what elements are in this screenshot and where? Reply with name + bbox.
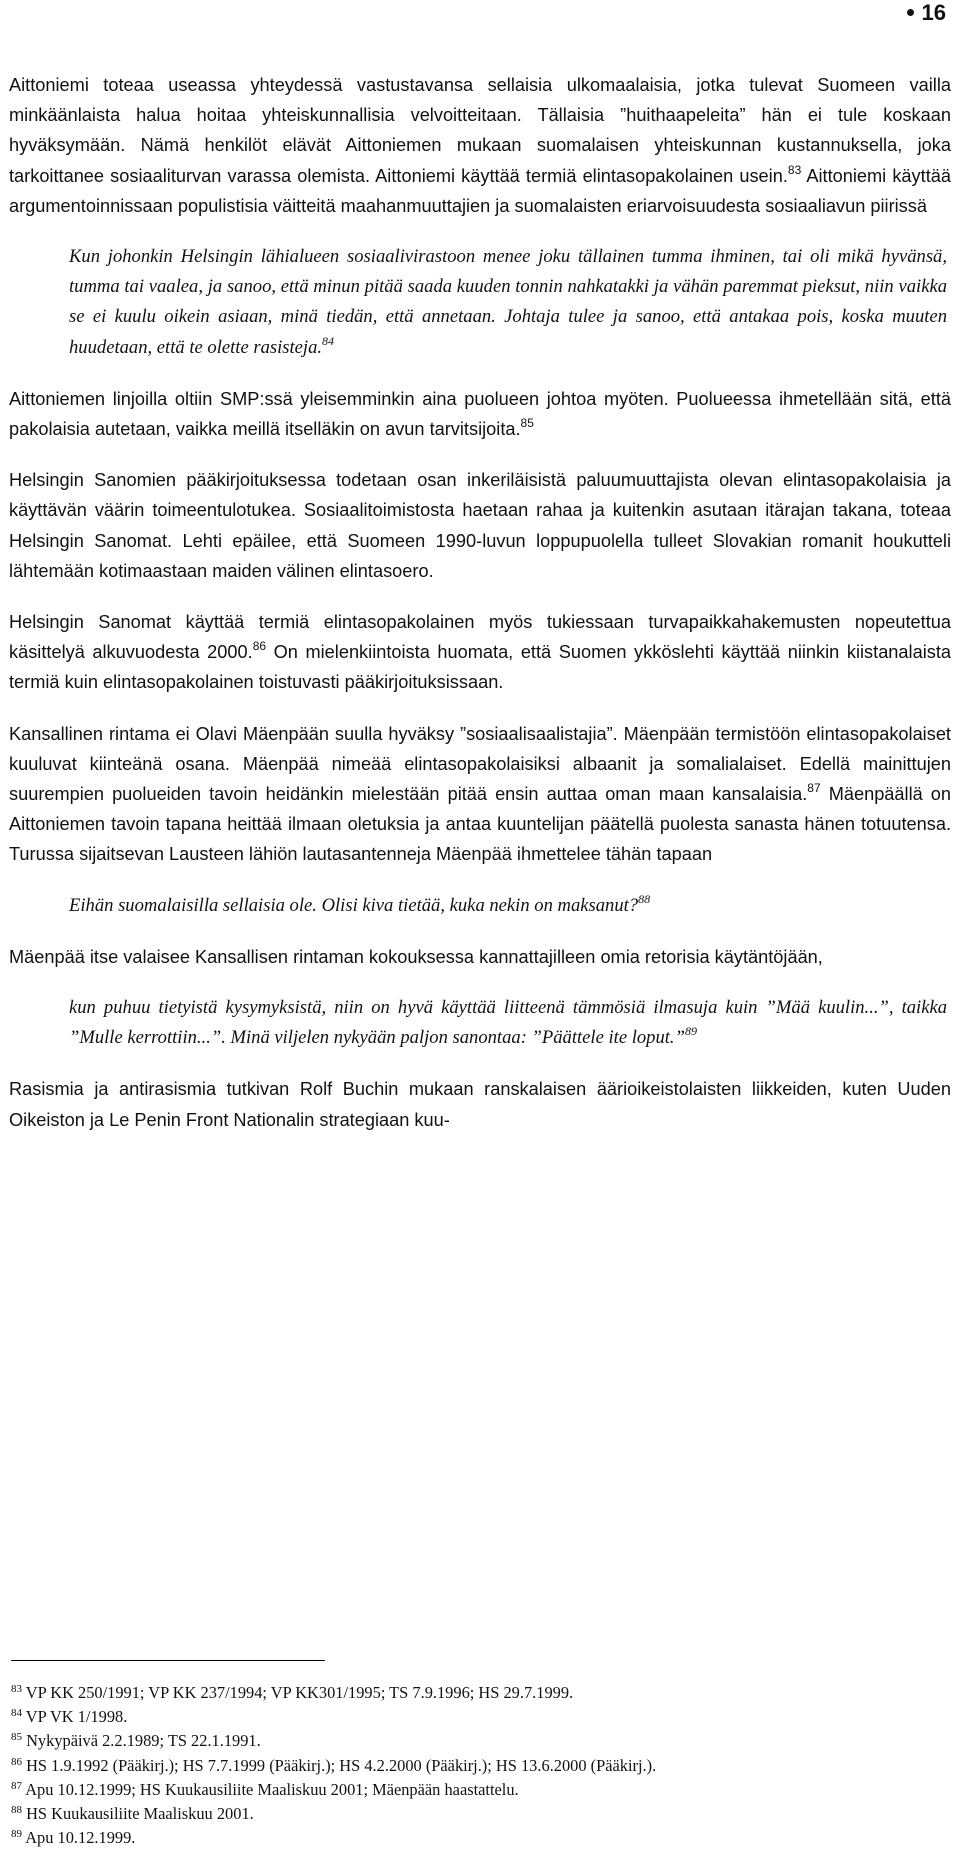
body-text (9, 70, 951, 1156)
footnote-ref: 85 (520, 416, 534, 431)
paragraph (9, 465, 951, 586)
page-number (907, 0, 946, 26)
text-run: Aittoniemi toteaa useassa yhteydessä vastustavansa sellaisia ulkomaalaisia, jotka tulevat Suomeen vailla minkäänlaista halua hoitaa yhteiskunnallisia velvoitteitaan. Tällaisia ”huithaapeleita” hän ei tule koskaan hyväksymään. Nämä henkilöt elävät Aittoniemen mukaan suomalaisen yhteiskunnan kustannuksella, joka tarkoittanee sosiaaliturvan varassa olemista. Aittoniemi käyttää termiä elintasopakolainen usein. (9, 75, 951, 186)
text-run: Helsingin Sanomat käyttää termiä elintasopakolainen myös tukiessaan turvapaikkahakemusten nopeutettua käsittelyä alkuvuodesta 2000. (9, 612, 951, 663)
footnote-number: 89 (11, 1828, 22, 1841)
text-run: Eihän suomalaisilla sellaisia ole. Olisi kiva tietää, kuka nekin on maksanut? (69, 894, 639, 916)
footnote (11, 1826, 951, 1850)
text-run: kun puhuu tietyistä kysymyksistä, niin on hyvä käyttää liitteenä tämmösiä ilmasuja kuin ”Mää kuulin...”, taikka ”Mulle kerrottiin...”. Minä viljelen nykyään paljon sanontaa: ”Päättele ite loput.” (69, 997, 947, 1049)
footnote (11, 1802, 951, 1826)
text-run: On mielenkiintoista huomata, että Suomen ykköslehti käyttää niinkin kiistanalaista termiä kuin elintasopakolainen toistuvasti pääkirjoituksissaan. (9, 642, 951, 693)
footnote-text: Apu 10.12.1999. (22, 1828, 136, 1848)
bullet-icon (907, 9, 914, 16)
footnote-ref: 86 (252, 639, 267, 654)
footnote (11, 1705, 951, 1729)
text-run: Aittoniemi käyttää argumentoinnissaan populistisia väitteitä maahanmuuttajien ja suomalaisten eriarvoisuudesta sosiaaliavun piirissä (9, 165, 951, 216)
block-quote (69, 993, 947, 1053)
text-run: Kansallinen rintama ei Olavi Mäenpään suulla hyväksy ”sosiaalisaalistajia”. Mäenpään termistöön elintasopakolaiset kuuluvat kiinteänä osana. Mäenpää nimeää elintasopakolaisiksi albaanit ja somalialaiset. Edellä mainittujen suurempien puolueiden tavoin heidänkin mielestään pitää ensin auttaa oman maan kansalaisia. (9, 723, 951, 805)
paragraph (9, 70, 951, 221)
text-run: Kun johonkin Helsingin lähialueen sosiaalivirastoon menee joku tällainen tumma ihminen, tai oli mikä hyvänsä, tumma tai vaalea, ja sanoo, että minun pitää saada kuuden tonnin nahkatakki ja vähän paremmat pieksut, niin vaikka se ei kuulu oikein asiaan, minä tiedän, että annetaan. Johtaja tulee ja sanoo, että antakaa pois, koska muuten huudetaan, että te olette rasisteja. (69, 246, 947, 358)
block-quote (69, 891, 947, 921)
footnote (11, 1729, 951, 1753)
footnote-text: VP KK 250/1991; VP KK 237/1994; VP KK301/1995; TS 7.9.1996; HS 29.7.1999. (22, 1683, 574, 1702)
footnote-ref: 89 (684, 1024, 697, 1039)
footnote-text: Nykypäivä 2.2.1989; TS 22.1.1991. (22, 1731, 261, 1751)
footnote-number: 85 (11, 1731, 22, 1744)
text-run: Rasismia ja antirasismia tutkivan Rolf Buchin mukaan ranskalaisen äärioikeistolaisten liikkeiden, kuten Uuden Oikeiston ja Le Penin Front Nationalin strategiaan kuu- (9, 1079, 951, 1130)
paragraph (9, 607, 951, 698)
text-run: Mäenpää itse valaisee Kansallisen rintaman kokouksessa kannattajilleen omia retorisia käytäntöjään, (9, 946, 823, 967)
footnote-ref: 84 (322, 333, 335, 348)
footnote (11, 1681, 951, 1705)
paragraph (9, 1074, 951, 1134)
footnotes (11, 1681, 951, 1850)
paragraph (9, 384, 951, 444)
footnote-ref: 88 (638, 891, 651, 906)
footnote-text: VP VK 1/1998. (22, 1707, 128, 1727)
block-quote (69, 242, 947, 363)
footnote-number: 88 (11, 1803, 22, 1816)
paragraph (9, 719, 951, 870)
footnote (11, 1754, 951, 1778)
text-run: Aittoniemen linjoilla oltiin SMP:ssä yleisemminkin aina puolueen johtoa myöten. Puolueessa ihmetellään sitä, että pakolaisia autetaan, vaikka meillä itselläkin on avun tarvitsijoita. (9, 388, 951, 440)
page-number-text: 16 (921, 0, 946, 25)
footnote-text: HS 1.9.1992 (Pääkirj.); HS 7.7.1999 (Pääkirj.); HS 4.2.2000 (Pääkirj.); HS 13.6.2000 (Pääkirj.). (22, 1755, 657, 1775)
footnote (11, 1778, 951, 1802)
footnote-text: HS Kuukausiliite Maaliskuu 2001. (22, 1803, 254, 1823)
text-run: Helsingin Sanomien pääkirjoituksessa todetaan osan inkeriläisistä paluumuuttajista olevan elintasopakolaisia ja käyttävän väärin toimeentulotukea. Sosiaalitoimistosta haetaan rahaa ja kuitenkin asutaan itärajan takana, toteaa Helsingin Sanomat. Lehti epäilee, että Suomeen 1990-luvun loppupuolella tulleet Slovakian romanit houkutteli lähtemään kotimaastaan maiden välinen elintasoero. (9, 470, 951, 581)
footnote-number: 86 (11, 1755, 22, 1768)
paragraph (9, 942, 951, 972)
footnote-text: Apu 10.12.1999; HS Kuukausiliite Maaliskuu 2001; Mäenpään haastattelu. (22, 1779, 519, 1799)
footnote-ref: 83 (787, 162, 802, 177)
footnote-number: 87 (11, 1779, 22, 1792)
footnote-separator (11, 1660, 325, 1661)
footnote-number: 84 (11, 1707, 22, 1720)
footnote-ref: 87 (807, 781, 821, 796)
text-run: Mäenpäällä on Aittoniemen tavoin tapana heittää ilmaan oletuksia ja antaa kuuntelijan päätellä puolesta sanasta hänen totuutensa. Turussa sijaitsevan Lausteen lähiön lautasantenneja Mäenpää ihmettelee tähän tapaan (9, 784, 952, 865)
footnote-number: 83 (11, 1683, 22, 1695)
